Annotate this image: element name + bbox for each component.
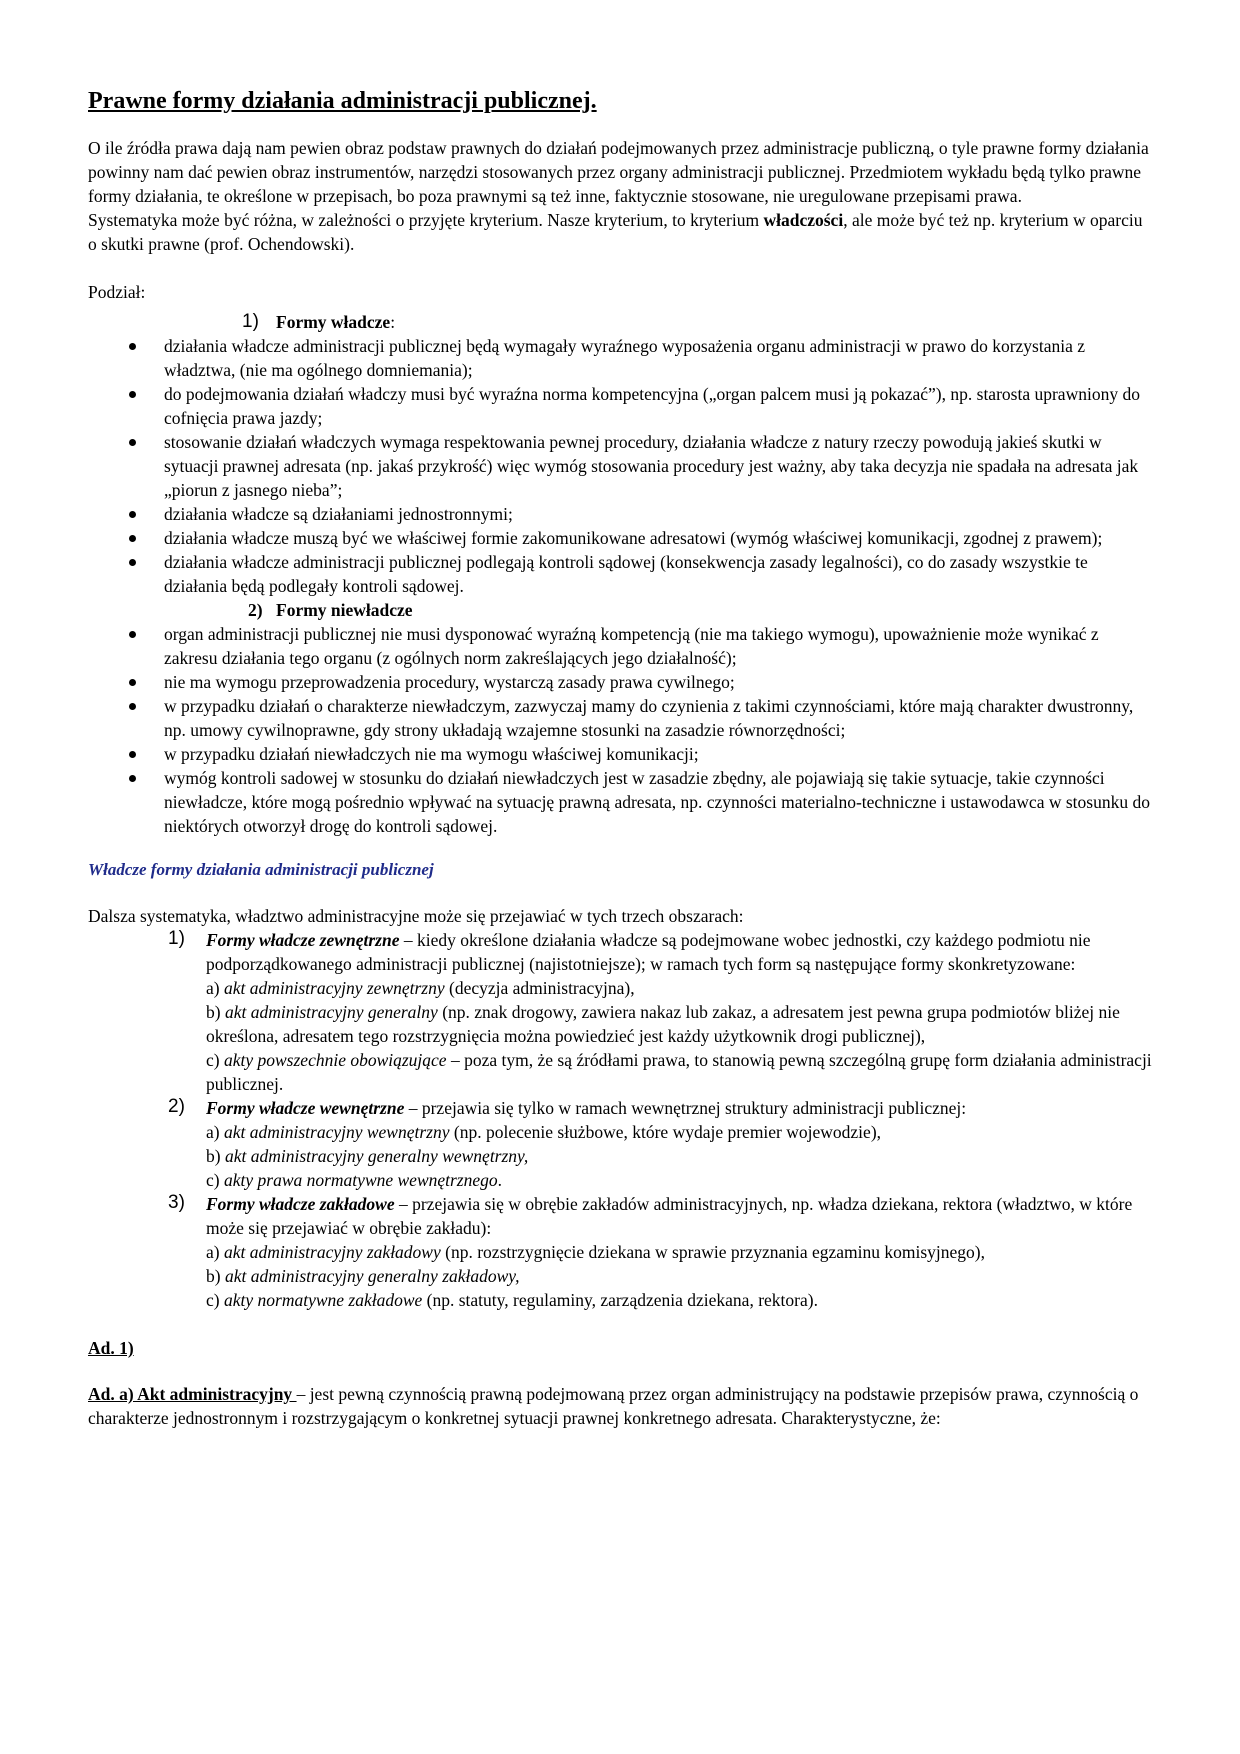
bullet-icon [129,511,136,518]
forms-niewladcze-heading: 2) Formy niewładcze [248,600,413,620]
area-description [206,1096,1153,1120]
subitem-term: akt administracyjny generalny wewnętrzny, [224,1146,529,1166]
list-item-text: działania władcze administracji publicznej będą wymagały wyraźnego wyposażenia organu administracji w prawo do korzystania z władztwa, (nie ma ogólnego domniemania); [164,336,1085,380]
subitem-rest: (np. znak drogowy, zawiera nakaz lub zakaz, a adresatem jest pewna grupa podmiotów bliżej nie określona, adresatem tego rozstrzygnięcia można powiedzieć jest każdy użytkownik drogi publicznej), [206,1002,1120,1046]
subitem-prefix: b) [206,1002,225,1022]
list-item-text: nie ma wymogu przeprowadzenia procedury, wystarczą zasady prawa cywilnego; [164,672,735,692]
list-item [88,742,1153,766]
list-item [88,550,1153,598]
subitem-rest: (decyzja administracyjna), [444,978,635,998]
subitem-term: akt administracyjny zakładowy [223,1242,441,1262]
bullet-icon [129,631,136,638]
list-item-text: działania władcze administracji publicznej podlegają kontroli sądowej (konsekwencja zasady legalności), co do zasady wszystkie te działania będą podlegały kontroli sądowej. [164,552,1088,596]
area-text: – przejawia się w obrębie zakładów administracyjnych, np. władza dziekana, rektora (władztwo, w które może się przejawiać w obrębie zakładu): [206,1194,1133,1238]
subitem-rest: (np. statuty, regulaminy, zarządzenia dziekana, rektora). [422,1290,818,1310]
area-subitem [206,976,1153,1000]
subitem-term: akty powszechnie obowiązujące [223,1050,447,1070]
forms-wladcze-list [88,334,1153,598]
subitem-term: akt administracyjny generalny [224,1002,438,1022]
list-item-text: działania władcze są działaniami jednostronnymi; [164,504,513,524]
document-body [88,86,1153,1430]
area-description [206,928,1153,976]
subitem-rest: (np. polecenie służbowe, które wydaje premier wojewodzie), [449,1122,882,1142]
subitem-term: akty prawa normatywne wewnętrznego [223,1170,498,1190]
subitem-prefix: a) [206,1242,224,1262]
area-heading: Formy władcze zakładowe [206,1194,395,1214]
list-item-text: organ administracji publicznej nie musi dysponować wyraźną kompetencją (nie ma takiego wymogu), upoważnienie może wynikać z zakresu działania tego organu (z ogólnych norm zakreślających jego działalność); [164,624,1099,668]
ad1-heading: Ad. 1) [88,1338,134,1358]
area-heading: Formy władcze wewnętrzne [206,1098,405,1118]
subitem-rest: . [497,1170,503,1190]
list-item [88,694,1153,742]
area-subitem [206,1000,1153,1048]
bullet-icon [129,391,136,398]
list-number: 1) [242,311,259,332]
list-number: 2) [248,600,263,620]
area-subitem [206,1264,1153,1288]
area-subitem [206,1168,1153,1192]
bullet-icon [129,535,136,542]
intro-paragraph-2: Systematyka może być różna, w zależności o przyjęte kryterium. Nasze kryterium, to kryterium władczości, ale może być też np. kryterium w oparciu o skutki prawne (prof. Ochendowski). [88,210,1143,254]
list-item [88,382,1153,430]
area-subitem [206,1048,1153,1096]
list-item-text: w przypadku działań o charakterze niewładczym, zazwyczaj mamy do czynienia z takimi czynnościami, które mają charakter dwustronny, np. umowy cywilnoprawne, gdy strony układają wzajemne stosunki na zasadzie równorzędności; [164,696,1134,740]
list-item-text: działania władcze muszą być we właściwej formie zakomunikowane adresatowi (wymóg właściwej komunikacji, zgodnej z prawem); [164,528,1103,548]
subitem-rest: – poza tym, że są źródłami prawa, to stanowią pewną szczególną grupę form działania administracji publicznej. [206,1050,1152,1094]
forms-wladcze-heading: 1) Formy władcze: [242,311,396,332]
subitem-prefix: b) [206,1146,225,1166]
list-number: 1) [168,928,185,949]
list-item [88,430,1153,502]
subitem-term: akt administracyjny wewnętrzny [223,1122,450,1142]
area-heading: Formy władcze zewnętrzne [206,930,400,950]
subitem-prefix: c) [206,1170,224,1190]
subitem-term: akt administracyjny zewnętrzny [223,978,445,998]
subitem-term: akty normatywne zakładowe [223,1290,423,1310]
list-item [88,502,1153,526]
subitem-prefix: a) [206,1122,224,1142]
list-item-text: w przypadku działań niewładczych nie ma wymogu właściwej komunikacji; [164,744,699,764]
list-item-text: do podejmowania działań władczy musi być wyraźna norma kompetencyjna („organ palcem musi ją pokazać”), np. starosta uprawniony do cofnięcia prawa jazdy; [164,384,1140,428]
subitem-rest: (np. rozstrzygnięcie dziekana w sprawie przyznania egzaminu komisyjnego), [440,1242,986,1262]
area-subitem [206,1120,1153,1144]
bullet-icon [129,775,136,782]
subitem-prefix: c) [206,1050,224,1070]
subitem-prefix: c) [206,1290,224,1310]
list-number: 3) [168,1192,185,1213]
bullet-icon [129,343,136,350]
list-item [88,526,1153,550]
area-item [88,928,1153,1096]
section-heading: Władcze formy działania administracji publicznej [88,860,434,879]
area-description [206,1192,1153,1240]
section-intro: Dalsza systematyka, władztwo administracyjne może się przejawiać w tych trzech obszarach: [88,906,744,926]
area-subitem [206,1240,1153,1264]
page-title: Prawne formy działania administracji publicznej. [88,88,597,114]
list-item-text: stosowanie działań władczych wymaga respektowania pewnej procedury, działania władcze z natury rzeczy powodują jakieś skutki w sytuacji prawnej adresata (np. jakaś przykrość) więc wymóg stosowania procedury jest ważny, aby taka decyzja nie spadała na adresata jak „piorun z jasnego nieba”; [164,432,1139,500]
list-number: 2) [168,1096,185,1117]
podzial-label: Podział: [88,282,146,302]
forms-niewladcze-list [88,622,1153,838]
subitem-term: akt administracyjny generalny zakładowy, [224,1266,520,1286]
area-text: – kiedy określone działania władcze są podejmowane wobec jednostki, czy każdego podmiotu nie podporządkowanego administracji publicznej (najistotniejsze); w ramach tych form są następujące formy skonkretyzowane: [206,930,1091,974]
ada-paragraph: Ad. a) Akt administracyjny – jest pewną czynnością prawną podejmowaną przez organ administrujący na podstawie przepisów prawa, czynnością o charakterze jednostronnym i rozstrzygającym o konkretnej sytuacji prawnej konkretnego adresata. Charakterystyczne, że: [88,1384,1139,1428]
area-item [88,1192,1153,1312]
list-item [88,334,1153,382]
areas-list [88,928,1153,1312]
bullet-icon [129,679,136,686]
bullet-icon [129,751,136,758]
bullet-icon [129,703,136,710]
area-subitem [206,1144,1153,1168]
area-text: – przejawia się tylko w ramach wewnętrznej struktury administracji publicznej: [404,1098,967,1118]
area-subitem [206,1288,1153,1312]
list-item [88,622,1153,670]
list-item-text: wymóg kontroli sadowej w stosunku do działań niewładczych jest w zasadzie zbędny, ale pojawiają się takie sytuacje, takie czynności niewładcze, które mogą pośrednio wpływać na sytuację prawną adresata, np. czynności materialno-techniczne i ustawodawca w stosunku do niektórych otworzył drogę do kontroli sądowej. [164,768,1150,836]
list-item [88,766,1153,838]
subitem-prefix: b) [206,1266,225,1286]
bullet-icon [129,439,136,446]
bullet-icon [129,559,136,566]
list-item [88,670,1153,694]
area-item [88,1096,1153,1192]
subitem-prefix: a) [206,978,224,998]
intro-paragraph-1: O ile źródła prawa dają nam pewien obraz podstaw prawnych do działań podejmowanych przez administracje publiczną, o tyle prawne formy działania powinny nam dać pewien obraz instrumentów, narzędzi stosowanych przez organy administracji publicznej. Przedmiotem wykładu będą tylko prawne formy działania, te określone w przepisach, bo poza prawnymi są też inne, faktycznie stosowane, nie uregulowane przepisami prawa. [88,138,1149,206]
